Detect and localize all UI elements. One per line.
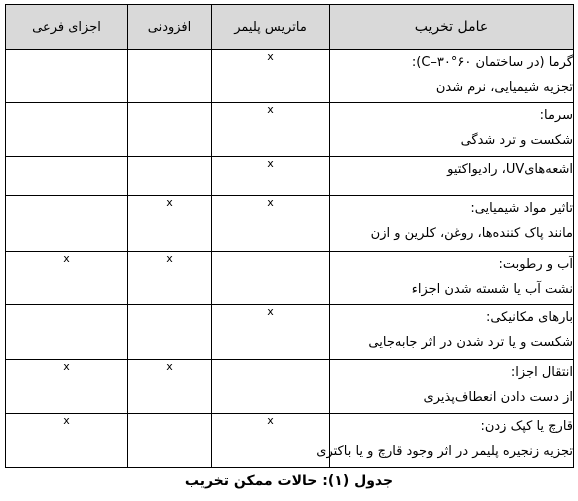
factor-description: مانند پاک کننده‌ها، روغن، کلرین و ازن — [370, 226, 573, 241]
header-additives: افزودنی — [128, 5, 212, 50]
factor-cell — [330, 252, 574, 305]
table-row — [6, 360, 574, 414]
factor-title: بارهای مکانیکی: — [485, 310, 573, 325]
table-row — [6, 157, 574, 196]
factor-description: شکست و ترد شدگی — [460, 133, 573, 148]
matrix-mark — [212, 360, 330, 414]
sub-components-mark: x — [6, 360, 128, 414]
sub-components-mark — [6, 50, 128, 103]
additives-mark: x — [128, 196, 212, 252]
table-row — [6, 252, 574, 305]
matrix-mark: x — [212, 196, 330, 252]
factor-cell — [330, 157, 574, 196]
table-row — [6, 414, 574, 468]
header-polymer-matrix: ماتریس پلیمر — [212, 5, 330, 50]
factor-cell — [330, 360, 574, 414]
sub-components-mark: x — [6, 252, 128, 305]
factor-cell — [330, 305, 574, 360]
factor-cell — [330, 50, 574, 103]
sub-components-mark — [6, 305, 128, 360]
factor-title: سرما: — [539, 108, 573, 123]
table-row — [6, 50, 574, 103]
additives-mark — [128, 50, 212, 103]
header-damage-factor: عامل تخریب — [330, 5, 574, 50]
sub-components-mark: x — [6, 414, 128, 468]
factor-cell — [330, 196, 574, 252]
matrix-mark: x — [212, 157, 330, 196]
factor-description: از دست دادن انعطاف‌پذیری — [423, 390, 573, 405]
header-sub-components: اجزای فرعی — [6, 5, 128, 50]
factor-cell — [316, 414, 574, 468]
matrix-mark: x — [212, 103, 330, 157]
factor-title: آب و رطوبت: — [498, 257, 573, 272]
factor-description: نشت آب یا شسته شدن اجزاء — [411, 282, 573, 297]
matrix-mark: x — [212, 414, 330, 468]
matrix-mark — [212, 252, 330, 305]
factor-description: شکست و یا ترد شدن در اثر جابه‌جایی — [368, 335, 573, 350]
additives-mark — [128, 305, 212, 360]
table-row — [6, 103, 574, 157]
matrix-mark: x — [212, 305, 330, 360]
factor-title: گرما (در ساختمان ۶۰°C–۳۰): — [411, 55, 573, 70]
factor-title: انتقال اجزا: — [510, 365, 573, 380]
additives-mark: x — [128, 360, 212, 414]
factor-cell — [330, 103, 574, 157]
factor-title: اشعه‌هایUV، رادیواکتیو — [447, 162, 573, 177]
sub-components-mark — [6, 103, 128, 157]
table-row — [6, 196, 574, 252]
damage-factors-table — [5, 4, 574, 468]
additives-mark: x — [128, 252, 212, 305]
additives-mark — [128, 103, 212, 157]
additives-mark — [128, 157, 212, 196]
matrix-mark: x — [212, 50, 330, 103]
factor-title: تاثیر مواد شیمیایی: — [470, 201, 573, 216]
sub-components-mark — [6, 196, 128, 252]
sub-components-mark — [6, 157, 128, 196]
factor-title: قارچ یا کپک زدن: — [480, 419, 573, 434]
additives-mark — [128, 414, 212, 468]
table-caption: جدول (۱): حالات ممکن تخریب — [184, 473, 394, 489]
table-row — [6, 305, 574, 360]
factor-description: تجزیه شیمیایی، نرم شدن — [435, 80, 573, 95]
factor-description: تجزیه زنجیره پلیمر در اثر وجود قارچ و یا باکتری — [316, 444, 573, 459]
table-header-row — [6, 5, 574, 50]
